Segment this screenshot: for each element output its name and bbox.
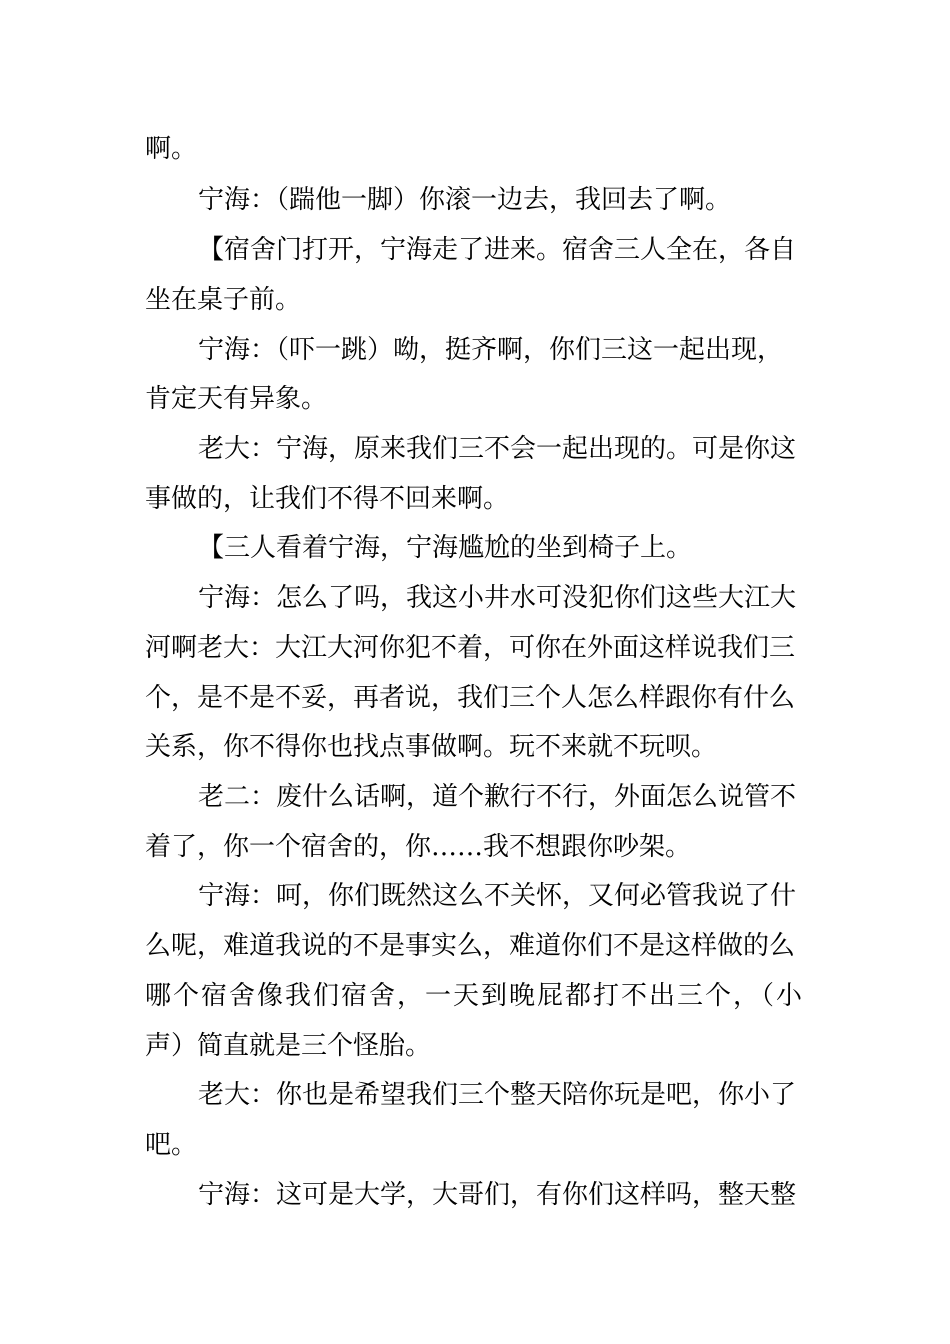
text-line-15: 着了，你一个宿舍的，你……我不想跟你吵架。 — [145, 832, 692, 862]
text-line-21: 吧。 — [145, 1130, 198, 1160]
text-line-9: 【三人看着宁海，宁海尴尬的坐到椅子上。 — [198, 533, 693, 563]
text-line-12: 个，是不是不妥，再者说，我们三个人怎么样跟你有什么 — [145, 683, 796, 713]
text-line-18: 哪个宿舍像我们宿舍，一天到晚屁都打不出三个，（小 — [145, 981, 805, 1011]
text-line-11: 河啊老大：大江大河你犯不着，可你在外面这样说我们三 — [145, 633, 796, 663]
text-line-8: 事做的，让我们不得不回来啊。 — [145, 484, 510, 514]
text-line-19: 声）简直就是三个怪胎。 — [145, 1031, 432, 1061]
text-line-7: 老大：宁海，原来我们三不会一起出现的。可是你这 — [198, 434, 797, 464]
text-line-22: 宁海：这可是大学，大哥们，有你们这样吗，整天整 — [198, 1180, 797, 1210]
text-line-2: 宁海：（踹他一脚）你滚一边去，我回去了啊。 — [198, 185, 732, 215]
text-line-3: 【宿舍门打开，宁海走了进来。宿舍三人全在，各自 — [198, 235, 797, 265]
text-line-14: 老二：废什么话啊，道个歉行不行，外面怎么说管不 — [198, 782, 797, 812]
text-line-6: 肯定天有异象。 — [145, 384, 328, 414]
text-line-13: 关系，你不得你也找点事做啊。玩不来就不玩呗。 — [145, 732, 718, 762]
text-line-1: 啊。 — [145, 134, 198, 164]
text-line-20: 老大：你也是希望我们三个整天陪你玩是吧，你小了 — [198, 1080, 797, 1110]
text-line-17: 么呢，难道我说的不是事实么，难道你们不是这样做的么 — [145, 931, 796, 961]
text-line-5: 宁海：（吓一跳）呦，挺齐啊，你们三这一起出现， — [198, 335, 784, 365]
text-line-4: 坐在桌子前。 — [145, 285, 302, 315]
text-line-16: 宁海：呵，你们既然这么不关怀，又何必管我说了什 — [198, 881, 797, 911]
text-line-10: 宁海：怎么了吗，我这小井水可没犯你们这些大江大 — [198, 583, 797, 613]
